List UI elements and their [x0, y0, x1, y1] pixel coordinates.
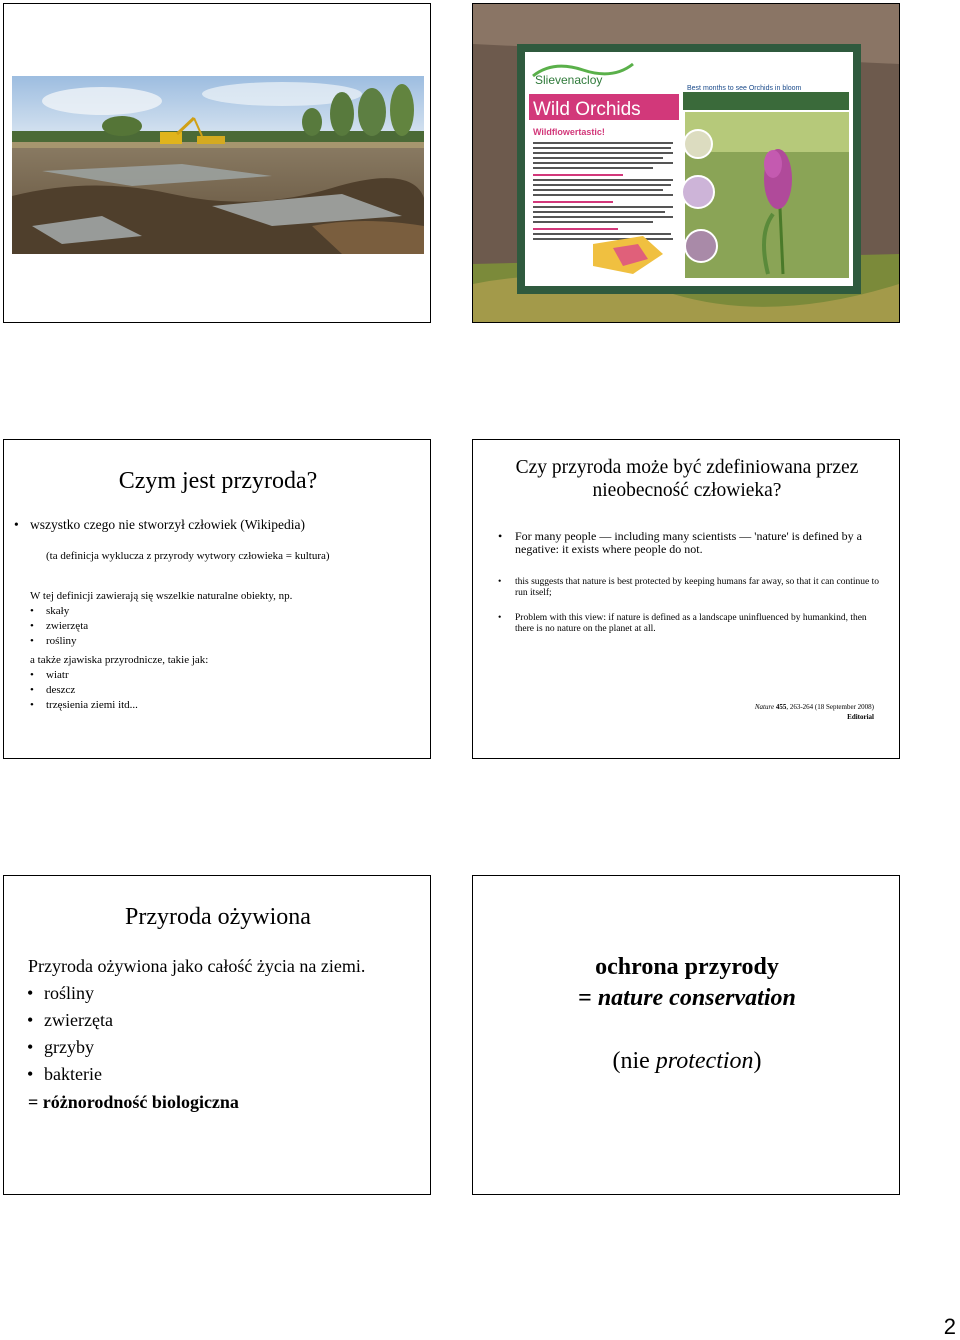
list-item: • bakterie — [44, 1064, 102, 1085]
sign-subtitle: Wildflowertastic! — [533, 127, 605, 137]
sign-title: Wild Orchids — [533, 99, 641, 120]
phenomena-intro: a także zjawiska przyrodnicze, takie jak: — [30, 654, 209, 666]
list-item: • zwierzęta — [44, 1010, 113, 1031]
list-item: • rośliny — [46, 635, 77, 647]
slide-title: Czym jest przyroda? — [118, 468, 318, 494]
slide-living-nature — [3, 875, 431, 1195]
list-item: • trzęsienia ziemi itd... — [46, 699, 138, 711]
biodiversity-summary: = różnorodność biologiczna — [28, 1092, 239, 1112]
living-intro: Przyroda ożywiona jako całość życia na ziemi. — [28, 956, 366, 976]
list-item: • rośliny — [44, 983, 94, 1004]
culture-note: (ta definicja wyklucza z przyrody wytwory człowieka = kultura) — [46, 550, 330, 562]
definition-bullet: • wszystko czego nie stworzył człowiek (Wikipedia) — [30, 517, 305, 533]
excavation-photo — [12, 76, 424, 254]
point-problem: • Problem with this view: if nature is defined as a landscape uninfluenced by humankind, then there is no nature on the planet at all. — [515, 613, 885, 635]
point-negative-definition: • For many people — including many scientists — 'nature' is defined by a negative: it exists where people do not. — [515, 530, 885, 556]
sign-logo: Slievenacloy — [535, 73, 603, 87]
conservation-translation: = nature conservation — [578, 985, 796, 1011]
slide-what-is-nature — [3, 439, 431, 759]
citation: Nature 455, 263-264 (18 September 2008) Editorial — [754, 703, 874, 721]
conservation-heading: ochrona przyrody — [595, 954, 779, 980]
slide-absence-of-humans — [472, 439, 900, 759]
list-item: • grzyby — [44, 1037, 94, 1058]
slide-title: Czy przyroda może być zdefiniowana przez nieobecność człowieka? — [515, 457, 859, 501]
list-item: • skały — [46, 605, 69, 617]
slide-excavation-photo — [3, 3, 431, 323]
point-keep-humans-away: • this suggests that nature is best protected by keeping humans far away, so that it can continue to run itself; — [515, 577, 885, 599]
page-number: 2 — [943, 1314, 956, 1339]
list-item: • deszcz — [46, 684, 75, 696]
slide-nature-conservation — [472, 875, 900, 1195]
list-item: • wiatr — [46, 669, 69, 681]
orchid-sign-photo — [473, 4, 899, 322]
slide-title: Przyroda ożywiona — [125, 904, 311, 930]
slide-orchid-sign-photo — [472, 3, 900, 323]
sign-best-months: Best months to see Orchids in bloom — [687, 85, 802, 92]
objects-intro: W tej definicji zawierają się wszelkie naturalne obiekty, np. — [30, 590, 293, 602]
protection-note: (nie protection) — [612, 1048, 762, 1074]
list-item: • zwierzęta — [46, 620, 88, 632]
